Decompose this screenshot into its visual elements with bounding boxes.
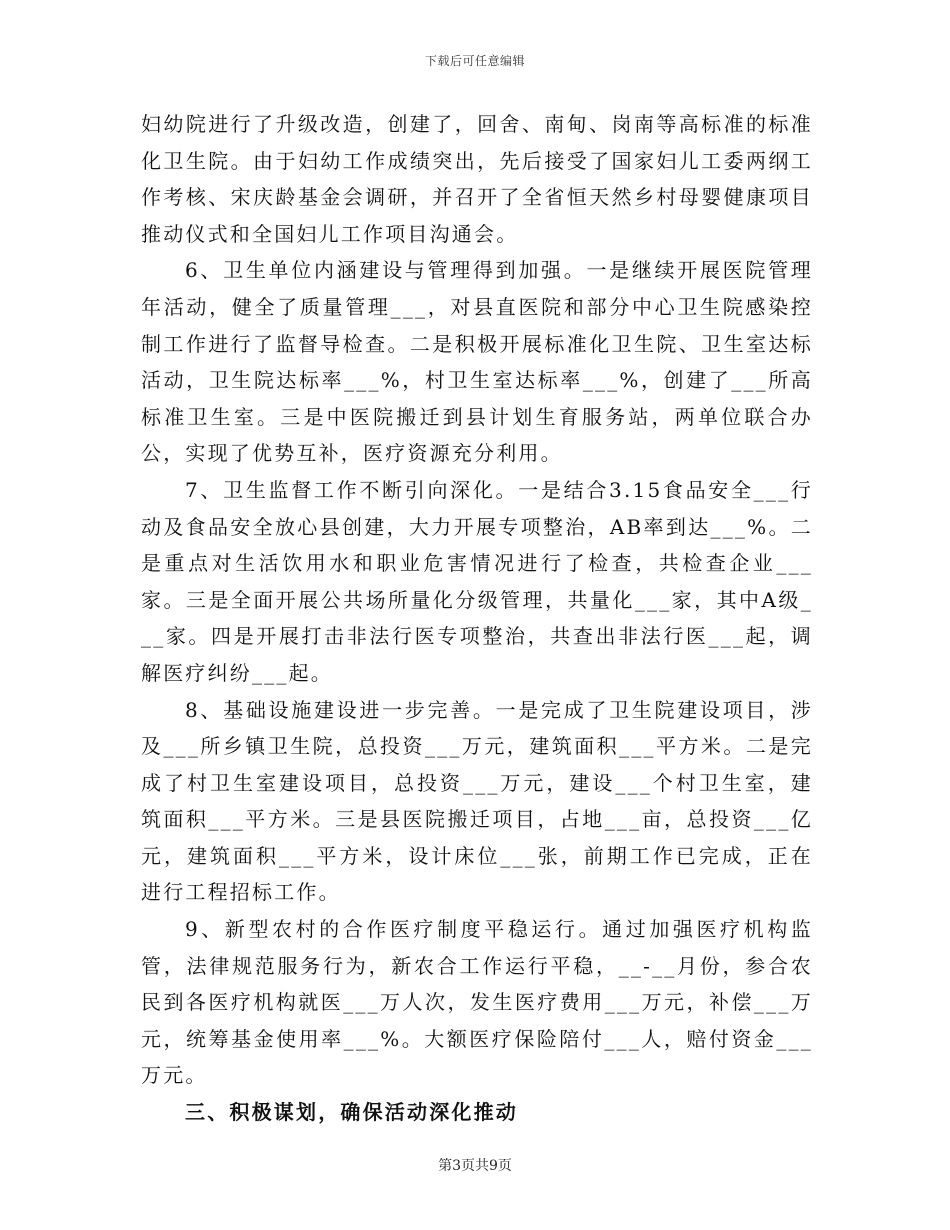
paragraph-intro: 妇幼院进行了升级改造，创建了，回舍、南甸、岗南等高标准的标准化卫生院。由于妇幼工作成绩突出，先后接受了国家妇儿工委两纲工作考核、宋庆龄基金会调研，并召开了全省恒天然乡村母婴健康项目推动仪式和全国妇儿工作项目沟通会。 bbox=[141, 112, 813, 246]
document-body bbox=[141, 106, 813, 1131]
paragraph-item-7: 7、卫生监督工作不断引向深化。一是结合3.15食品安全___行动及食品安全放心县创建，大力开展专项整治，AB率到达___%。二是重点对生活饮用水和职业危害情况进行了检查，共检查企业___家。三是全面开展公共场所量化分级管理，共量化___家，其中A级___家。四是开展打击非法行医专项整治，共查出非法行医___起，调解医疗纠纷___起。 bbox=[141, 477, 813, 685]
page-footer: 第3页共9页 bbox=[438, 1158, 512, 1174]
paragraph-item-9: 9、新型农村的合作医疗制度平稳运行。通过加强医疗机构监管，法律规范服务行为，新农合工作运行平稳，__-__月份，参合农民到各医疗机构就医___万人次，发生医疗费用___万元，补偿___万元，统筹基金使用率___%。大额医疗保险陪付___人，赔付资金___万元。 bbox=[141, 917, 813, 1088]
page-header: 下载后可任意编辑 bbox=[424, 54, 525, 68]
paragraph-item-6: 6、卫生单位内涵建设与管理得到加强。一是继续开展医院管理年活动，健全了质量管理___，对县直医院和部分中心卫生院感染控制工作进行了监督导检查。二是积极开展标准化卫生院、卫生室达标活动，卫生院达标率___%，村卫生室达标率___%，创建了___所高标准卫生室。三是中医院搬迁到县计划生育服务站，两单位联合办公，实现了优势互补，医疗资源充分利用。 bbox=[141, 258, 813, 466]
section-heading: 三、积极谋划，确保活动深化推动 bbox=[185, 1100, 518, 1125]
paragraph-item-8: 8、基础设施建设进一步完善。一是完成了卫生院建设项目，涉及___所乡镇卫生院，总投资___万元，建筑面积___平方米。二是完成了村卫生室建设项目，总投资___万元，建设___个村卫生室，建筑面积___平方米。三是县医院搬迁项目，占地___亩，总投资___亿元，建筑面积___平方米，设计床位___张，前期工作已完成，正在进行工程招标工作。 bbox=[141, 697, 813, 905]
